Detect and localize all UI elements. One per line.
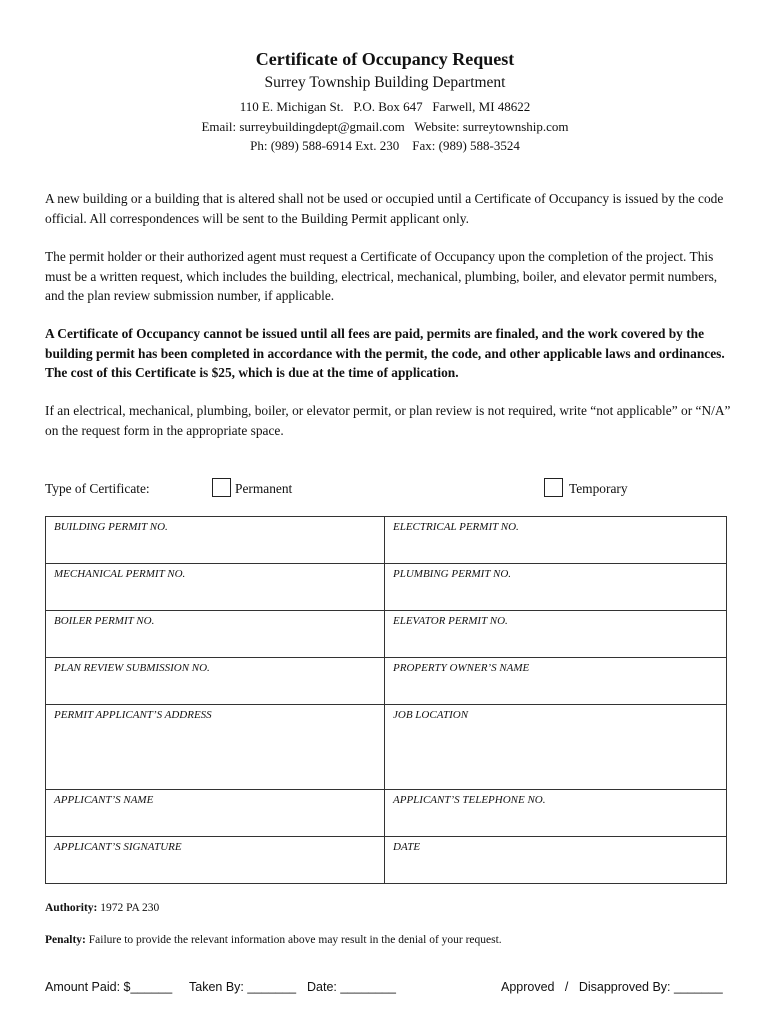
- applicant-address-field[interactable]: PERMIT APPLICANT’S ADDRESS: [46, 705, 385, 790]
- elevator-permit-field[interactable]: ELEVATOR PERMIT NO.: [385, 611, 727, 658]
- penalty-line: [45, 934, 502, 946]
- mechanical-permit-field[interactable]: MECHANICAL PERMIT NO.: [46, 564, 385, 611]
- boiler-permit-field[interactable]: BOILER PERMIT NO.: [46, 611, 385, 658]
- amount-paid-field: Amount Paid: $______: [45, 980, 173, 994]
- penalty-text: Failure to provide the relevant information above may result in the denial of your request.: [85, 934, 502, 946]
- department-phone-fax: Ph: (989) 588-6914 Ext. 230 Fax: (989) 588-3524: [250, 138, 520, 153]
- table-row: [46, 611, 727, 658]
- plan-review-field[interactable]: PLAN REVIEW SUBMISSION NO.: [46, 658, 385, 705]
- property-owner-field[interactable]: PROPERTY OWNER’S NAME: [385, 658, 727, 705]
- taken-by-field: Taken By: _______: [189, 980, 297, 994]
- permanent-option-label: Permanent: [235, 481, 293, 496]
- office-date-field: Date: ________: [307, 980, 396, 994]
- date-field[interactable]: DATE: [385, 837, 727, 884]
- table-row: [46, 837, 727, 884]
- office-use-footer: [45, 980, 735, 998]
- authority-label: Authority:: [45, 902, 98, 914]
- plumbing-permit-field[interactable]: PLUMBING PERMIT NO.: [385, 564, 727, 611]
- department-address: 110 E. Michigan St. P.O. Box 647 Farwell, MI 48622: [239, 99, 531, 114]
- intro-paragraph: A new building or a building that is altered shall not be used or occupied until a Certificate of Occupancy is issued by the code official. All correspondences will be sent to the Building Permit applicant only.: [45, 191, 724, 226]
- building-permit-field[interactable]: BUILDING PERMIT NO.: [46, 517, 385, 564]
- penalty-label: Penalty:: [45, 934, 86, 946]
- permit-info-table: [45, 516, 727, 884]
- document-header: [0, 48, 770, 156]
- table-row: [46, 705, 727, 790]
- table-row: [46, 790, 727, 837]
- table-row: [46, 517, 727, 564]
- certificate-type-label: Type of Certificate:: [45, 481, 150, 496]
- certificate-type-row: [45, 478, 735, 502]
- applicant-name-field[interactable]: APPLICANT’S NAME: [46, 790, 385, 837]
- job-location-field[interactable]: JOB LOCATION: [385, 705, 727, 790]
- approved-disapproved-field: Approved / Disapproved By: _______: [501, 980, 723, 994]
- authority-text: 1972 PA 230: [97, 902, 160, 914]
- temporary-checkbox[interactable]: [544, 478, 563, 497]
- request-paragraph: The permit holder or their authorized agent must request a Certificate of Occupancy upon the completion of the project. This must be a written request, which includes the building, electrical, mechanical, plumbing, boiler, and elevator permit numbers, and the plan review submission number, if applicable.: [45, 249, 718, 303]
- applicant-phone-field[interactable]: APPLICANT’S TELEPHONE NO.: [385, 790, 727, 837]
- department-name: Surrey Township Building Department: [264, 74, 506, 91]
- authority-line: [45, 902, 159, 914]
- table-row: [46, 564, 727, 611]
- applicant-signature-field[interactable]: APPLICANT’S SIGNATURE: [46, 837, 385, 884]
- table-row: [46, 658, 727, 705]
- electrical-permit-field[interactable]: ELECTRICAL PERMIT NO.: [385, 517, 727, 564]
- not-applicable-paragraph: If an electrical, mechanical, plumbing, boiler, or elevator permit, or plan review is not required, write “not applicable” or “N/A” on the request form in the appropriate space.: [45, 403, 731, 438]
- fees-notice-paragraph: A Certificate of Occupancy cannot be issued until all fees are paid, permits are finaled, and the work covered by the building permit has been completed in accordance with the permit, the code, and other applicable laws and ordinances. The cost of this Certificate is $25, which is due at the time of application.: [45, 326, 725, 380]
- permanent-checkbox[interactable]: [212, 478, 231, 497]
- department-email-website: Email: surreybuildingdept@gmail.com Website: surreytownship.com: [201, 118, 569, 134]
- page-title: Certificate of Occupancy Request: [255, 49, 515, 69]
- temporary-option-label: Temporary: [569, 481, 628, 496]
